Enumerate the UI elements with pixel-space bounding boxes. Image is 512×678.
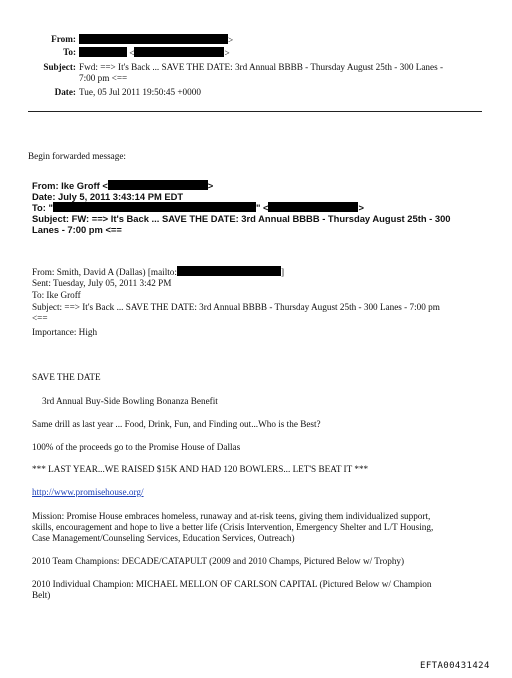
mission-line-3: Case Management/Counseling Services, Education Services, Outreach) — [32, 533, 295, 543]
individual-champion-line-2: Belt) — [32, 590, 51, 600]
team-champions-line: 2010 Team Champions: DECADE/CATAPULT (2009 and 2010 Champs, Pictured Below w/ Trophy) — [32, 556, 405, 566]
redaction-block — [79, 34, 228, 44]
body-proceeds-line: 100% of the proceeds go to the Promise House of Dallas — [32, 442, 241, 452]
promise-house-link[interactable]: http://www.promisehouse.org/ — [32, 487, 144, 497]
fwd-date: Date: July 5, 2011 3:43:14 PM EDT — [32, 191, 184, 202]
body-drill-line: Same drill as last year ... Food, Drink, Fun, and Finding out...Who is the Best? — [32, 419, 321, 429]
orig-subject-line-1: Subject: ==> It's Back ... SAVE THE DATE: 3rd Annual BBBB - Thursday August 25th - 300 Lanes - 7:00 pm — [32, 302, 440, 312]
from-value: > — [79, 34, 233, 46]
event-title: 3rd Annual Buy-Side Bowling Bonanza Benefit — [42, 396, 218, 406]
subject-line-1: Fwd: ==> It's Back ... SAVE THE DATE: 3rd Annual BBBB - Thursday August 25th - 300 Lanes - — [79, 62, 444, 72]
subject-label: Subject: — [43, 62, 76, 72]
fwd-subject-line-2: Lanes - 7:00 pm <== — [32, 224, 122, 235]
redaction-block — [79, 47, 127, 57]
orig-sent: Sent: Tuesday, July 05, 2011 3:42 PM — [32, 278, 172, 288]
redaction-block — [108, 180, 208, 190]
redaction-block — [53, 202, 256, 212]
body-last-year-line: *** LAST YEAR...WE RAISED $15K AND HAD 120 BOWLERS... LET'S BEAT IT *** — [32, 464, 369, 474]
individual-champion-line-1: 2010 Individual Champion: MICHAEL MELLON OF CARLSON CAPITAL (Pictured Below w/ Champion — [32, 579, 432, 589]
redaction-block — [177, 266, 281, 276]
from-label: From: — [51, 34, 76, 44]
mission-line-1: Mission: Promise House embraces homeless, runaway and at-risk teens, giving them individualized support, — [32, 511, 431, 521]
header-divider — [28, 111, 482, 112]
orig-to: To: Ike Groff — [32, 290, 81, 300]
save-the-date-heading: SAVE THE DATE — [32, 372, 101, 382]
document-id: EFTA00431424 — [420, 661, 490, 671]
redaction-block — [268, 202, 358, 212]
to-label: To: — [63, 47, 76, 57]
fwd-subject-line-1: Subject: FW: ==> It's Back ... SAVE THE DATE: 3rd Annual BBBB - Thursday August 25th - 300 — [32, 213, 451, 224]
redaction-block — [134, 47, 224, 57]
forward-intro: Begin forwarded message: — [28, 151, 126, 161]
date-label: Date: — [54, 87, 76, 97]
orig-subject-line-2: <== — [32, 313, 48, 323]
orig-importance: Importance: High — [32, 327, 98, 337]
fwd-to: To: " " < > — [32, 202, 364, 213]
subject-line-2: 7:00 pm <== — [79, 73, 128, 83]
mission-line-2: skills, encouragement and hope to live a better life (Crisis Intervention, Emergency Shelter and L/T Housing, — [32, 522, 434, 532]
fwd-from: From: Ike Groff < > — [32, 180, 214, 191]
date-value: Tue, 05 Jul 2011 19:50:45 +0000 — [79, 87, 201, 97]
orig-from: From: Smith, David A (Dallas) [mailto: ] — [32, 267, 285, 277]
to-value: < > — [79, 47, 230, 59]
